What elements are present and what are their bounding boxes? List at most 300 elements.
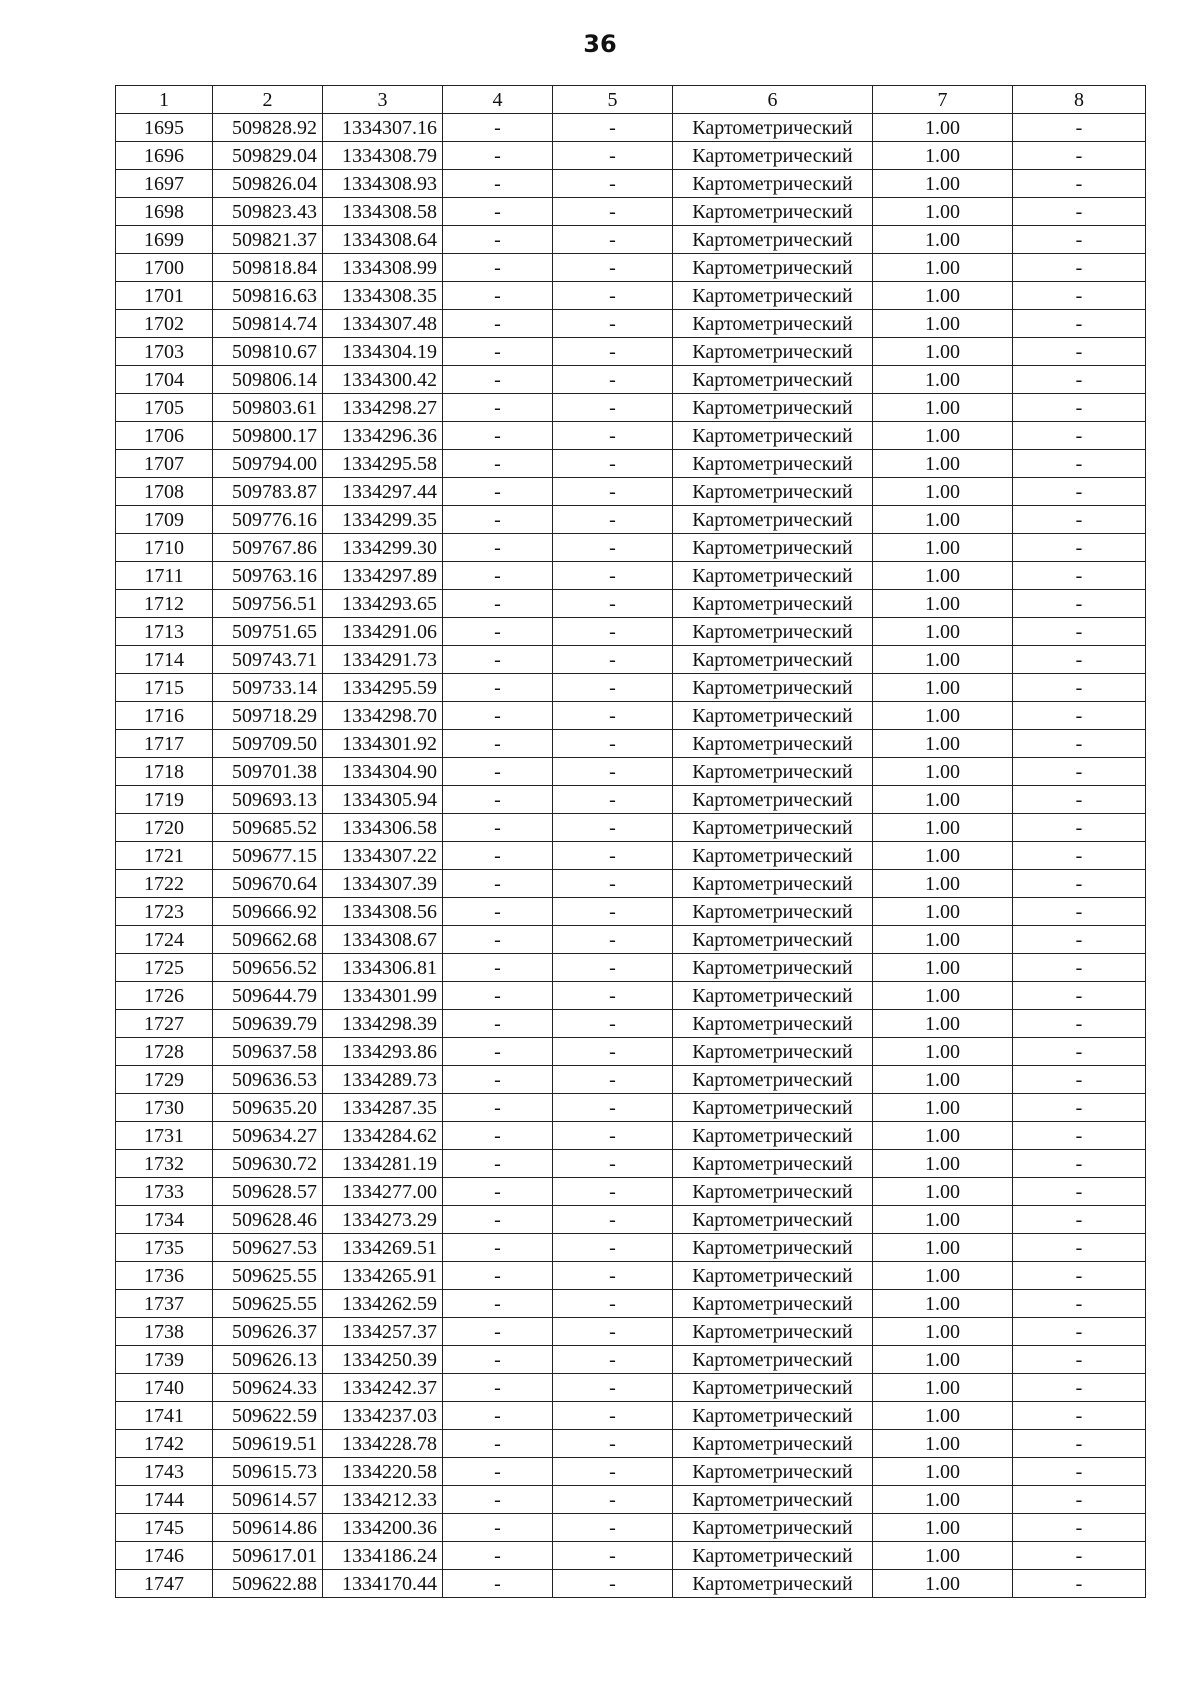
col8-cell: - [1013,1122,1146,1150]
y-coordinate-cell: 1334242.37 [323,1374,443,1402]
col4-cell: - [443,170,553,198]
point-number-cell: 1712 [116,590,213,618]
point-number-cell: 1734 [116,1206,213,1234]
column-header: 2 [213,86,323,114]
col5-cell: - [553,1458,673,1486]
table-row [116,786,1146,814]
x-coordinate-cell: 509630.72 [213,1150,323,1178]
table-row [116,226,1146,254]
accuracy-cell: 1.00 [873,1374,1013,1402]
y-coordinate-cell: 1334305.94 [323,786,443,814]
method-cell: Картометрический [673,450,873,478]
col5-cell: - [553,338,673,366]
accuracy-cell: 1.00 [873,198,1013,226]
accuracy-cell: 1.00 [873,226,1013,254]
col8-cell: - [1013,366,1146,394]
point-number-cell: 1706 [116,422,213,450]
col4-cell: - [443,1486,553,1514]
table-row [116,1346,1146,1374]
table-row [116,870,1146,898]
y-coordinate-cell: 1334297.44 [323,478,443,506]
col5-cell: - [553,1290,673,1318]
table-row [116,114,1146,142]
col8-cell: - [1013,114,1146,142]
accuracy-cell: 1.00 [873,702,1013,730]
x-coordinate-cell: 509626.13 [213,1346,323,1374]
accuracy-cell: 1.00 [873,170,1013,198]
accuracy-cell: 1.00 [873,310,1013,338]
accuracy-cell: 1.00 [873,1430,1013,1458]
col8-cell: - [1013,506,1146,534]
point-number-cell: 1715 [116,674,213,702]
x-coordinate-cell: 509821.37 [213,226,323,254]
y-coordinate-cell: 1334293.65 [323,590,443,618]
accuracy-cell: 1.00 [873,926,1013,954]
y-coordinate-cell: 1334200.36 [323,1514,443,1542]
table-row [116,1458,1146,1486]
point-number-cell: 1701 [116,282,213,310]
method-cell: Картометрический [673,562,873,590]
point-number-cell: 1723 [116,898,213,926]
point-number-cell: 1747 [116,1570,213,1598]
col4-cell: - [443,702,553,730]
table-row [116,1038,1146,1066]
col4-cell: - [443,1374,553,1402]
y-coordinate-cell: 1334298.39 [323,1010,443,1038]
accuracy-cell: 1.00 [873,982,1013,1010]
table-row [116,1290,1146,1318]
col8-cell: - [1013,898,1146,926]
y-coordinate-cell: 1334298.27 [323,394,443,422]
accuracy-cell: 1.00 [873,534,1013,562]
table-row [116,590,1146,618]
y-coordinate-cell: 1334291.06 [323,618,443,646]
col8-cell: - [1013,618,1146,646]
point-number-cell: 1740 [116,1374,213,1402]
point-number-cell: 1720 [116,814,213,842]
table-row [116,982,1146,1010]
col4-cell: - [443,814,553,842]
col8-cell: - [1013,310,1146,338]
accuracy-cell: 1.00 [873,1178,1013,1206]
header-row [116,86,1146,114]
col8-cell: - [1013,1178,1146,1206]
point-number-cell: 1722 [116,870,213,898]
col8-cell: - [1013,1094,1146,1122]
point-number-cell: 1721 [116,842,213,870]
x-coordinate-cell: 509666.92 [213,898,323,926]
col8-cell: - [1013,1402,1146,1430]
point-number-cell: 1725 [116,954,213,982]
x-coordinate-cell: 509751.65 [213,618,323,646]
col4-cell: - [443,1514,553,1542]
column-header: 4 [443,86,553,114]
method-cell: Картометрический [673,1234,873,1262]
table-row [116,758,1146,786]
accuracy-cell: 1.00 [873,646,1013,674]
table-row [116,394,1146,422]
method-cell: Картометрический [673,1122,873,1150]
y-coordinate-cell: 1334228.78 [323,1430,443,1458]
point-number-cell: 1708 [116,478,213,506]
col8-cell: - [1013,282,1146,310]
col5-cell: - [553,534,673,562]
point-number-cell: 1707 [116,450,213,478]
accuracy-cell: 1.00 [873,114,1013,142]
point-number-cell: 1745 [116,1514,213,1542]
col5-cell: - [553,1150,673,1178]
table-row [116,814,1146,842]
col8-cell: - [1013,1206,1146,1234]
table-row [116,338,1146,366]
col8-cell: - [1013,450,1146,478]
accuracy-cell: 1.00 [873,282,1013,310]
x-coordinate-cell: 509619.51 [213,1430,323,1458]
method-cell: Картометрический [673,674,873,702]
table-row [116,730,1146,758]
x-coordinate-cell: 509693.13 [213,786,323,814]
table-row [116,954,1146,982]
accuracy-cell: 1.00 [873,1402,1013,1430]
x-coordinate-cell: 509783.87 [213,478,323,506]
accuracy-cell: 1.00 [873,1346,1013,1374]
point-number-cell: 1719 [116,786,213,814]
col4-cell: - [443,534,553,562]
y-coordinate-cell: 1334269.51 [323,1234,443,1262]
y-coordinate-cell: 1334284.62 [323,1122,443,1150]
col8-cell: - [1013,1262,1146,1290]
point-number-cell: 1735 [116,1234,213,1262]
accuracy-cell: 1.00 [873,730,1013,758]
accuracy-cell: 1.00 [873,1010,1013,1038]
y-coordinate-cell: 1334277.00 [323,1178,443,1206]
method-cell: Картометрический [673,1206,873,1234]
table-row [116,842,1146,870]
table-row [116,450,1146,478]
col5-cell: - [553,170,673,198]
y-coordinate-cell: 1334307.39 [323,870,443,898]
col5-cell: - [553,422,673,450]
col8-cell: - [1013,422,1146,450]
y-coordinate-cell: 1334308.93 [323,170,443,198]
table-row [116,674,1146,702]
table-row [116,646,1146,674]
table-row [116,618,1146,646]
col8-cell: - [1013,926,1146,954]
method-cell: Картометрический [673,506,873,534]
x-coordinate-cell: 509756.51 [213,590,323,618]
point-number-cell: 1732 [116,1150,213,1178]
col5-cell: - [553,114,673,142]
col4-cell: - [443,282,553,310]
col4-cell: - [443,1178,553,1206]
col8-cell: - [1013,1430,1146,1458]
y-coordinate-cell: 1334257.37 [323,1318,443,1346]
x-coordinate-cell: 509625.55 [213,1262,323,1290]
method-cell: Картометрический [673,1010,873,1038]
col5-cell: - [553,590,673,618]
col5-cell: - [553,730,673,758]
method-cell: Картометрический [673,1346,873,1374]
col4-cell: - [443,478,553,506]
method-cell: Картометрический [673,282,873,310]
table-row [116,1374,1146,1402]
y-coordinate-cell: 1334265.91 [323,1262,443,1290]
method-cell: Картометрический [673,142,873,170]
point-number-cell: 1696 [116,142,213,170]
y-coordinate-cell: 1334212.33 [323,1486,443,1514]
col5-cell: - [553,674,673,702]
x-coordinate-cell: 509829.04 [213,142,323,170]
y-coordinate-cell: 1334295.59 [323,674,443,702]
col8-cell: - [1013,394,1146,422]
y-coordinate-cell: 1334304.19 [323,338,443,366]
col4-cell: - [443,1206,553,1234]
method-cell: Картометрический [673,422,873,450]
x-coordinate-cell: 509622.88 [213,1570,323,1598]
x-coordinate-cell: 509828.92 [213,114,323,142]
x-coordinate-cell: 509806.14 [213,366,323,394]
col5-cell: - [553,1094,673,1122]
col5-cell: - [553,198,673,226]
point-number-cell: 1739 [116,1346,213,1374]
col8-cell: - [1013,842,1146,870]
accuracy-cell: 1.00 [873,674,1013,702]
y-coordinate-cell: 1334308.35 [323,282,443,310]
point-number-cell: 1730 [116,1094,213,1122]
point-number-cell: 1699 [116,226,213,254]
col5-cell: - [553,394,673,422]
y-coordinate-cell: 1334307.48 [323,310,443,338]
x-coordinate-cell: 509677.15 [213,842,323,870]
y-coordinate-cell: 1334298.70 [323,702,443,730]
point-number-cell: 1713 [116,618,213,646]
x-coordinate-cell: 509803.61 [213,394,323,422]
accuracy-cell: 1.00 [873,1234,1013,1262]
point-number-cell: 1710 [116,534,213,562]
column-header: 8 [1013,86,1146,114]
method-cell: Картометрический [673,1318,873,1346]
col4-cell: - [443,310,553,338]
x-coordinate-cell: 509635.20 [213,1094,323,1122]
point-number-cell: 1709 [116,506,213,534]
col8-cell: - [1013,786,1146,814]
x-coordinate-cell: 509639.79 [213,1010,323,1038]
point-number-cell: 1716 [116,702,213,730]
table-row [116,926,1146,954]
x-coordinate-cell: 509615.73 [213,1458,323,1486]
point-number-cell: 1743 [116,1458,213,1486]
method-cell: Картометрический [673,646,873,674]
col8-cell: - [1013,870,1146,898]
accuracy-cell: 1.00 [873,1486,1013,1514]
page-number: 36 [583,30,617,58]
method-cell: Картометрический [673,1262,873,1290]
table-row [116,1262,1146,1290]
col4-cell: - [443,226,553,254]
table-row [116,198,1146,226]
y-coordinate-cell: 1334307.22 [323,842,443,870]
y-coordinate-cell: 1334287.35 [323,1094,443,1122]
col8-cell: - [1013,954,1146,982]
col8-cell: - [1013,1374,1146,1402]
col5-cell: - [553,450,673,478]
point-number-cell: 1731 [116,1122,213,1150]
col4-cell: - [443,730,553,758]
point-number-cell: 1695 [116,114,213,142]
col5-cell: - [553,1038,673,1066]
point-number-cell: 1737 [116,1290,213,1318]
accuracy-cell: 1.00 [873,1038,1013,1066]
method-cell: Картометрический [673,954,873,982]
x-coordinate-cell: 509701.38 [213,758,323,786]
col5-cell: - [553,1318,673,1346]
x-coordinate-cell: 509614.86 [213,1514,323,1542]
col5-cell: - [553,870,673,898]
method-cell: Картометрический [673,926,873,954]
y-coordinate-cell: 1334307.16 [323,114,443,142]
point-number-cell: 1697 [116,170,213,198]
col4-cell: - [443,450,553,478]
point-number-cell: 1705 [116,394,213,422]
x-coordinate-cell: 509826.04 [213,170,323,198]
col4-cell: - [443,1066,553,1094]
col5-cell: - [553,1066,673,1094]
col4-cell: - [443,1234,553,1262]
accuracy-cell: 1.00 [873,478,1013,506]
column-header: 7 [873,86,1013,114]
method-cell: Картометрический [673,1458,873,1486]
col8-cell: - [1013,1290,1146,1318]
point-number-cell: 1703 [116,338,213,366]
y-coordinate-cell: 1334289.73 [323,1066,443,1094]
y-coordinate-cell: 1334250.39 [323,1346,443,1374]
x-coordinate-cell: 509685.52 [213,814,323,842]
col5-cell: - [553,1234,673,1262]
method-cell: Картометрический [673,842,873,870]
y-coordinate-cell: 1334186.24 [323,1542,443,1570]
col5-cell: - [553,1514,673,1542]
method-cell: Картометрический [673,730,873,758]
col5-cell: - [553,506,673,534]
y-coordinate-cell: 1334300.42 [323,366,443,394]
table-row [116,1206,1146,1234]
col8-cell: - [1013,142,1146,170]
col5-cell: - [553,282,673,310]
col5-cell: - [553,142,673,170]
col8-cell: - [1013,982,1146,1010]
column-header: 5 [553,86,673,114]
method-cell: Картометрический [673,1290,873,1318]
accuracy-cell: 1.00 [873,1514,1013,1542]
y-coordinate-cell: 1334296.36 [323,422,443,450]
col8-cell: - [1013,1010,1146,1038]
x-coordinate-cell: 509800.17 [213,422,323,450]
table-row [116,1318,1146,1346]
col4-cell: - [443,1122,553,1150]
method-cell: Картометрический [673,1374,873,1402]
col5-cell: - [553,898,673,926]
col5-cell: - [553,702,673,730]
accuracy-cell: 1.00 [873,450,1013,478]
point-number-cell: 1711 [116,562,213,590]
col8-cell: - [1013,254,1146,282]
method-cell: Картометрический [673,1066,873,1094]
col5-cell: - [553,562,673,590]
col5-cell: - [553,1486,673,1514]
accuracy-cell: 1.00 [873,1290,1013,1318]
accuracy-cell: 1.00 [873,590,1013,618]
col5-cell: - [553,1402,673,1430]
col8-cell: - [1013,1542,1146,1570]
col4-cell: - [443,1402,553,1430]
accuracy-cell: 1.00 [873,1262,1013,1290]
col8-cell: - [1013,674,1146,702]
y-coordinate-cell: 1334301.92 [323,730,443,758]
point-number-cell: 1727 [116,1010,213,1038]
table-row [116,1486,1146,1514]
table-row [116,1178,1146,1206]
table-row [116,254,1146,282]
x-coordinate-cell: 509662.68 [213,926,323,954]
method-cell: Картометрический [673,310,873,338]
table-row [116,1010,1146,1038]
col8-cell: - [1013,1234,1146,1262]
method-cell: Картометрический [673,786,873,814]
col4-cell: - [443,1458,553,1486]
col5-cell: - [553,226,673,254]
col4-cell: - [443,1262,553,1290]
point-number-cell: 1724 [116,926,213,954]
point-number-cell: 1700 [116,254,213,282]
accuracy-cell: 1.00 [873,562,1013,590]
col4-cell: - [443,1318,553,1346]
y-coordinate-cell: 1334308.58 [323,198,443,226]
col8-cell: - [1013,1458,1146,1486]
col8-cell: - [1013,1486,1146,1514]
point-number-cell: 1717 [116,730,213,758]
col4-cell: - [443,926,553,954]
accuracy-cell: 1.00 [873,422,1013,450]
col5-cell: - [553,618,673,646]
accuracy-cell: 1.00 [873,842,1013,870]
x-coordinate-cell: 509644.79 [213,982,323,1010]
point-number-cell: 1744 [116,1486,213,1514]
accuracy-cell: 1.00 [873,814,1013,842]
x-coordinate-cell: 509709.50 [213,730,323,758]
accuracy-cell: 1.00 [873,898,1013,926]
x-coordinate-cell: 509622.59 [213,1402,323,1430]
point-number-cell: 1702 [116,310,213,338]
method-cell: Картометрический [673,338,873,366]
method-cell: Картометрический [673,478,873,506]
table-row [116,898,1146,926]
y-coordinate-cell: 1334304.90 [323,758,443,786]
x-coordinate-cell: 509617.01 [213,1542,323,1570]
col4-cell: - [443,366,553,394]
accuracy-cell: 1.00 [873,1570,1013,1598]
y-coordinate-cell: 1334291.73 [323,646,443,674]
col5-cell: - [553,478,673,506]
x-coordinate-cell: 509814.74 [213,310,323,338]
method-cell: Картометрический [673,198,873,226]
method-cell: Картометрический [673,1486,873,1514]
method-cell: Картометрический [673,758,873,786]
x-coordinate-cell: 509656.52 [213,954,323,982]
col4-cell: - [443,1038,553,1066]
table-row [116,1066,1146,1094]
table-row [116,1402,1146,1430]
